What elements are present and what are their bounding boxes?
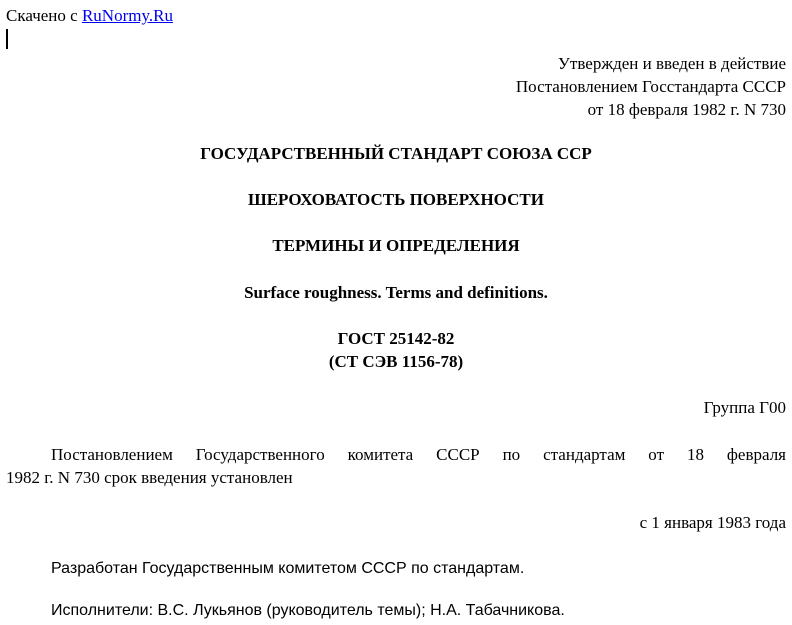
source-link[interactable]: RuNormy.Ru <box>81 6 173 25</box>
source-prefix: Скачено с <box>6 6 82 25</box>
approval-line-3: от 18 февраля 1982 г. N 730 <box>587 100 786 119</box>
text-cursor <box>6 29 8 49</box>
subtitle-heading: ТЕРМИНЫ И ОПРЕДЕЛЕНИЯ <box>272 236 520 255</box>
effective-date: с 1 января 1983 года <box>639 513 786 532</box>
approval-line-1: Утвержден и введен в действие <box>557 54 786 73</box>
gost-number-heading: ГОСТ 25142-82 <box>337 329 455 348</box>
source-line <box>6 6 173 26</box>
english-title-heading: Surface roughness. Terms and definitions. <box>244 283 548 302</box>
decree-line-2: 1982 г. N 730 срок введения установлен <box>6 468 293 487</box>
developed-by-paragraph: Разработан Государственным комитетом СССР по стандартам. <box>51 560 525 577</box>
st-sev-heading: (СТ СЭВ 1156-78) <box>328 352 464 371</box>
approval-block <box>516 52 786 121</box>
group-label: Группа Г00 <box>703 398 786 417</box>
executors-paragraph: Исполнители: В.С. Лукьянов (руководитель темы); Н.А. Табачникова. <box>51 602 565 619</box>
approval-line-2: Постановлением Госстандарта СССР <box>515 77 786 96</box>
decree-line-1: Постановлением Государственного комитета СССР по стандартам от 18 февраля <box>51 445 786 464</box>
title-heading: ШЕРОХОВАТОСТЬ ПОВЕРХНОСТИ <box>248 190 544 209</box>
state-standard-heading: ГОСУДАРСТВЕННЫЙ СТАНДАРТ СОЮЗА ССР <box>200 144 592 163</box>
decree-paragraph <box>6 443 786 489</box>
